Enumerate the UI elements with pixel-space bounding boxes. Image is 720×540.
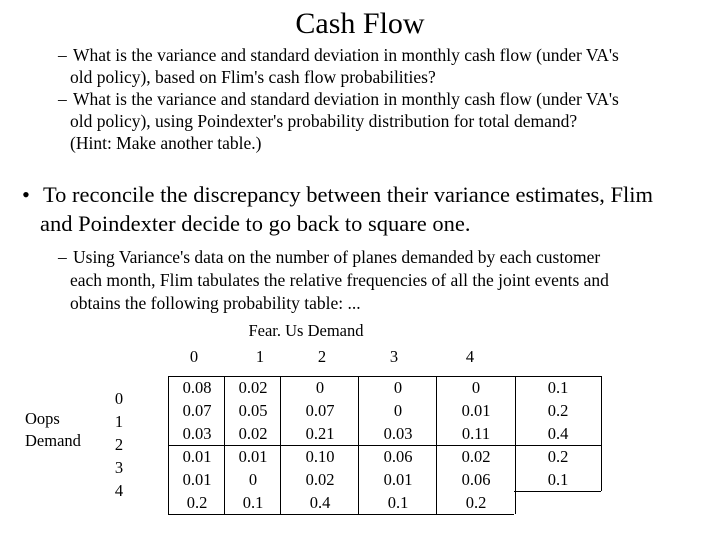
table-cell: 0.2: [186, 493, 208, 512]
sub-bullet-2-line-1: What is the variance and standard deviation in monthly cash flow (under VA's: [73, 89, 619, 109]
sub-bullet-1-line-1: What is the variance and standard deviation in monthly cash flow (under VA's: [73, 45, 619, 65]
table-cell: 0.21: [305, 424, 335, 443]
table-cell: 0.01: [238, 447, 268, 466]
table-cell: 0: [248, 470, 258, 489]
table-cell: 0.4: [309, 493, 331, 512]
table-cell: 0.4: [547, 424, 569, 443]
row-header-2: 2: [114, 435, 124, 454]
sub-bullet-2-line-2: old policy), using Poindexter's probability distribution for total demand?: [70, 111, 578, 131]
table-cell: 0.1: [242, 493, 264, 512]
table-top-rule: [168, 376, 601, 377]
table-cell: 0.02: [305, 470, 335, 489]
table-cell: 0.1: [547, 378, 569, 397]
sub-bullet-2-marker: –: [58, 89, 67, 109]
table-cell: 0.01: [182, 470, 212, 489]
table-column-title: Fear. Us Demand: [248, 321, 364, 340]
column-header-4: 4: [465, 347, 475, 366]
table-cell: 0.08: [182, 378, 212, 397]
table-middle-rule: [168, 445, 601, 446]
row-title-line-1: Oops: [25, 409, 60, 428]
table-cell: 0.07: [182, 401, 212, 420]
table-bottom-rule: [168, 514, 514, 515]
table-cell: 0.2: [547, 447, 569, 466]
sub-bullet-1-line-2: old policy), based on Flim's cash flow probabilities?: [70, 67, 436, 87]
table-cell: 0.07: [305, 401, 335, 420]
table-cell: 0.10: [305, 447, 335, 466]
column-header-3: 3: [389, 347, 399, 366]
table-cell: 0: [393, 378, 403, 397]
table-cell: 0.03: [182, 424, 212, 443]
main-bullet-line-2: and Poindexter decide to go back to square one.: [40, 211, 471, 236]
table-cell: 0: [471, 378, 481, 397]
table-cell: 0.03: [383, 424, 413, 443]
sub-bullet-3-line-3: obtains the following probability table: ...: [70, 293, 361, 313]
table-cell: 0.1: [387, 493, 409, 512]
main-bullet-line-1: To reconcile the discrepancy between their variance estimates, Flim: [43, 182, 654, 207]
marginal-bottom-rule: [514, 491, 601, 492]
table-cell: 0.02: [238, 378, 268, 397]
sub-bullet-3-marker: –: [58, 247, 67, 267]
main-bullet-marker: •: [22, 182, 30, 207]
table-cell: 0.01: [461, 401, 491, 420]
table-cell: 0.06: [383, 447, 413, 466]
table-cell: 0: [315, 378, 325, 397]
table-cell: 0.01: [383, 470, 413, 489]
table-cell: 0.02: [461, 447, 491, 466]
row-header-1: 1: [114, 412, 124, 431]
row-title-line-2: Demand: [25, 431, 81, 450]
sub-bullet-3-line-1: Using Variance's data on the number of planes demanded by each customer: [73, 247, 601, 267]
table-cell: 0.02: [238, 424, 268, 443]
table-cell: 0.2: [465, 493, 487, 512]
row-header-4: 4: [114, 481, 124, 500]
table-cell: 0.01: [182, 447, 212, 466]
column-header-1: 1: [255, 347, 265, 366]
sub-bullet-2-line-3: (Hint: Make another table.): [70, 133, 262, 153]
slide-title: Cash Flow: [295, 7, 425, 40]
column-header-2: 2: [317, 347, 327, 366]
table-cell: 0.05: [238, 401, 268, 420]
row-headers: [108, 387, 130, 502]
row-header-0: 0: [114, 389, 124, 408]
row-header-3: 3: [114, 458, 124, 477]
table-cell: 0.11: [461, 424, 491, 443]
column-header-0: 0: [189, 347, 199, 366]
table-cell: 0.2: [547, 401, 569, 420]
table-cell: 0.06: [461, 470, 491, 489]
table-cell: 0.1: [547, 470, 569, 489]
table-column-marginal: [515, 376, 602, 491]
table-cell: 0: [393, 401, 403, 420]
sub-bullet-1-marker: –: [58, 45, 67, 65]
sub-bullet-3-line-2: each month, Flim tabulates the relative frequencies of all the joint events and: [70, 270, 609, 290]
